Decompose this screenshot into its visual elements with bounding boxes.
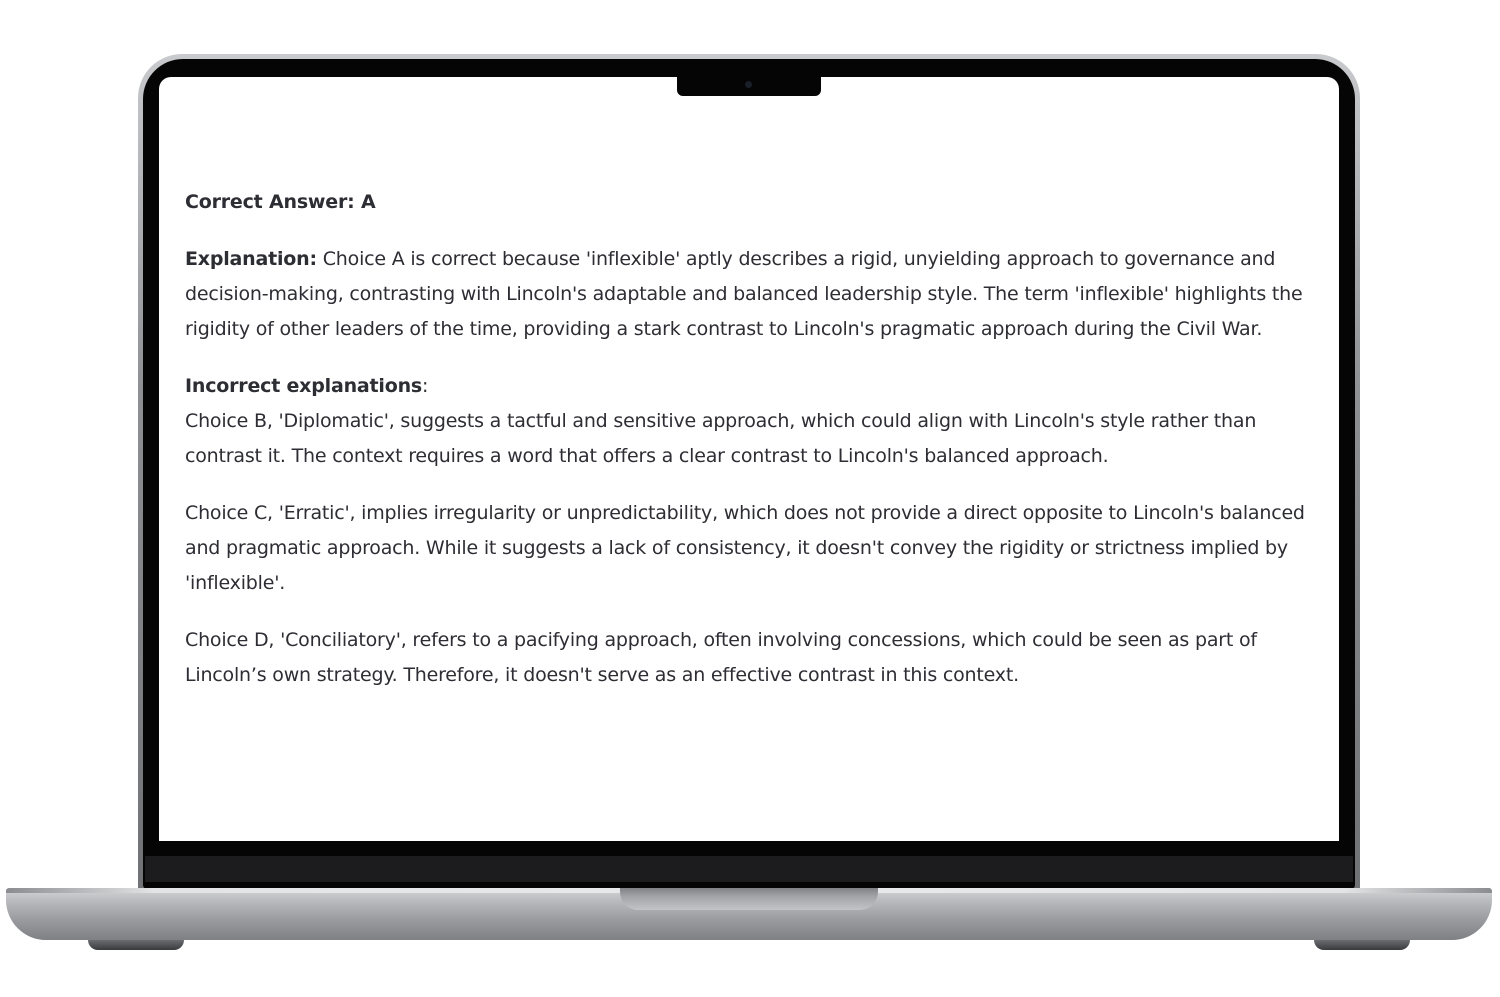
incorrect-label: Incorrect explanations <box>185 375 423 397</box>
choice-c-explanation: Choice C, 'Erratic', implies irregularity or unpredictability, which does not provide a direct opposite to Lincoln's balanced and pragmatic approach. While it suggests a lack of consistency, it doesn't convey the rigidity or strictness implied by 'inflexible'. <box>185 502 1305 594</box>
choice-d-explanation: Choice D, 'Conciliatory', refers to a pacifying approach, often involving concessions, which could be seen as part of Lincoln’s own strategy. Therefore, it doesn't serve as an effective contrast in this context. <box>185 629 1257 686</box>
incorrect-heading <box>185 369 1325 404</box>
laptop-screen <box>159 77 1339 841</box>
choice-b-explanation: Choice B, 'Diplomatic', suggests a tactful and sensitive approach, which could align with Lincoln's style rather than contrast it. The context requires a word that offers a clear contrast to Lincoln's balanced approach. <box>185 410 1257 467</box>
incorrect-colon: : <box>422 375 429 397</box>
explanation-text: Choice A is correct because 'inflexible' aptly describes a rigid, unyielding approach to governance and decision-making, contrasting with Lincoln's adaptable and balanced leadership style. The term 'inflexible' highlights the rigidity of other leaders of the time, providing a stark contrast to Lincoln's pragmatic approach during the Civil War. <box>185 248 1303 340</box>
right-foot <box>1314 940 1410 950</box>
explanation-paragraph <box>185 242 1325 347</box>
screen-bottom-bezel <box>145 856 1353 882</box>
camera-icon <box>745 81 752 88</box>
explanation-label: Explanation: <box>185 248 317 270</box>
correct-answer: Correct Answer: A <box>185 191 376 213</box>
answer-explanation <box>185 185 1325 715</box>
left-foot <box>88 940 184 950</box>
lid-opening-notch <box>620 888 878 910</box>
